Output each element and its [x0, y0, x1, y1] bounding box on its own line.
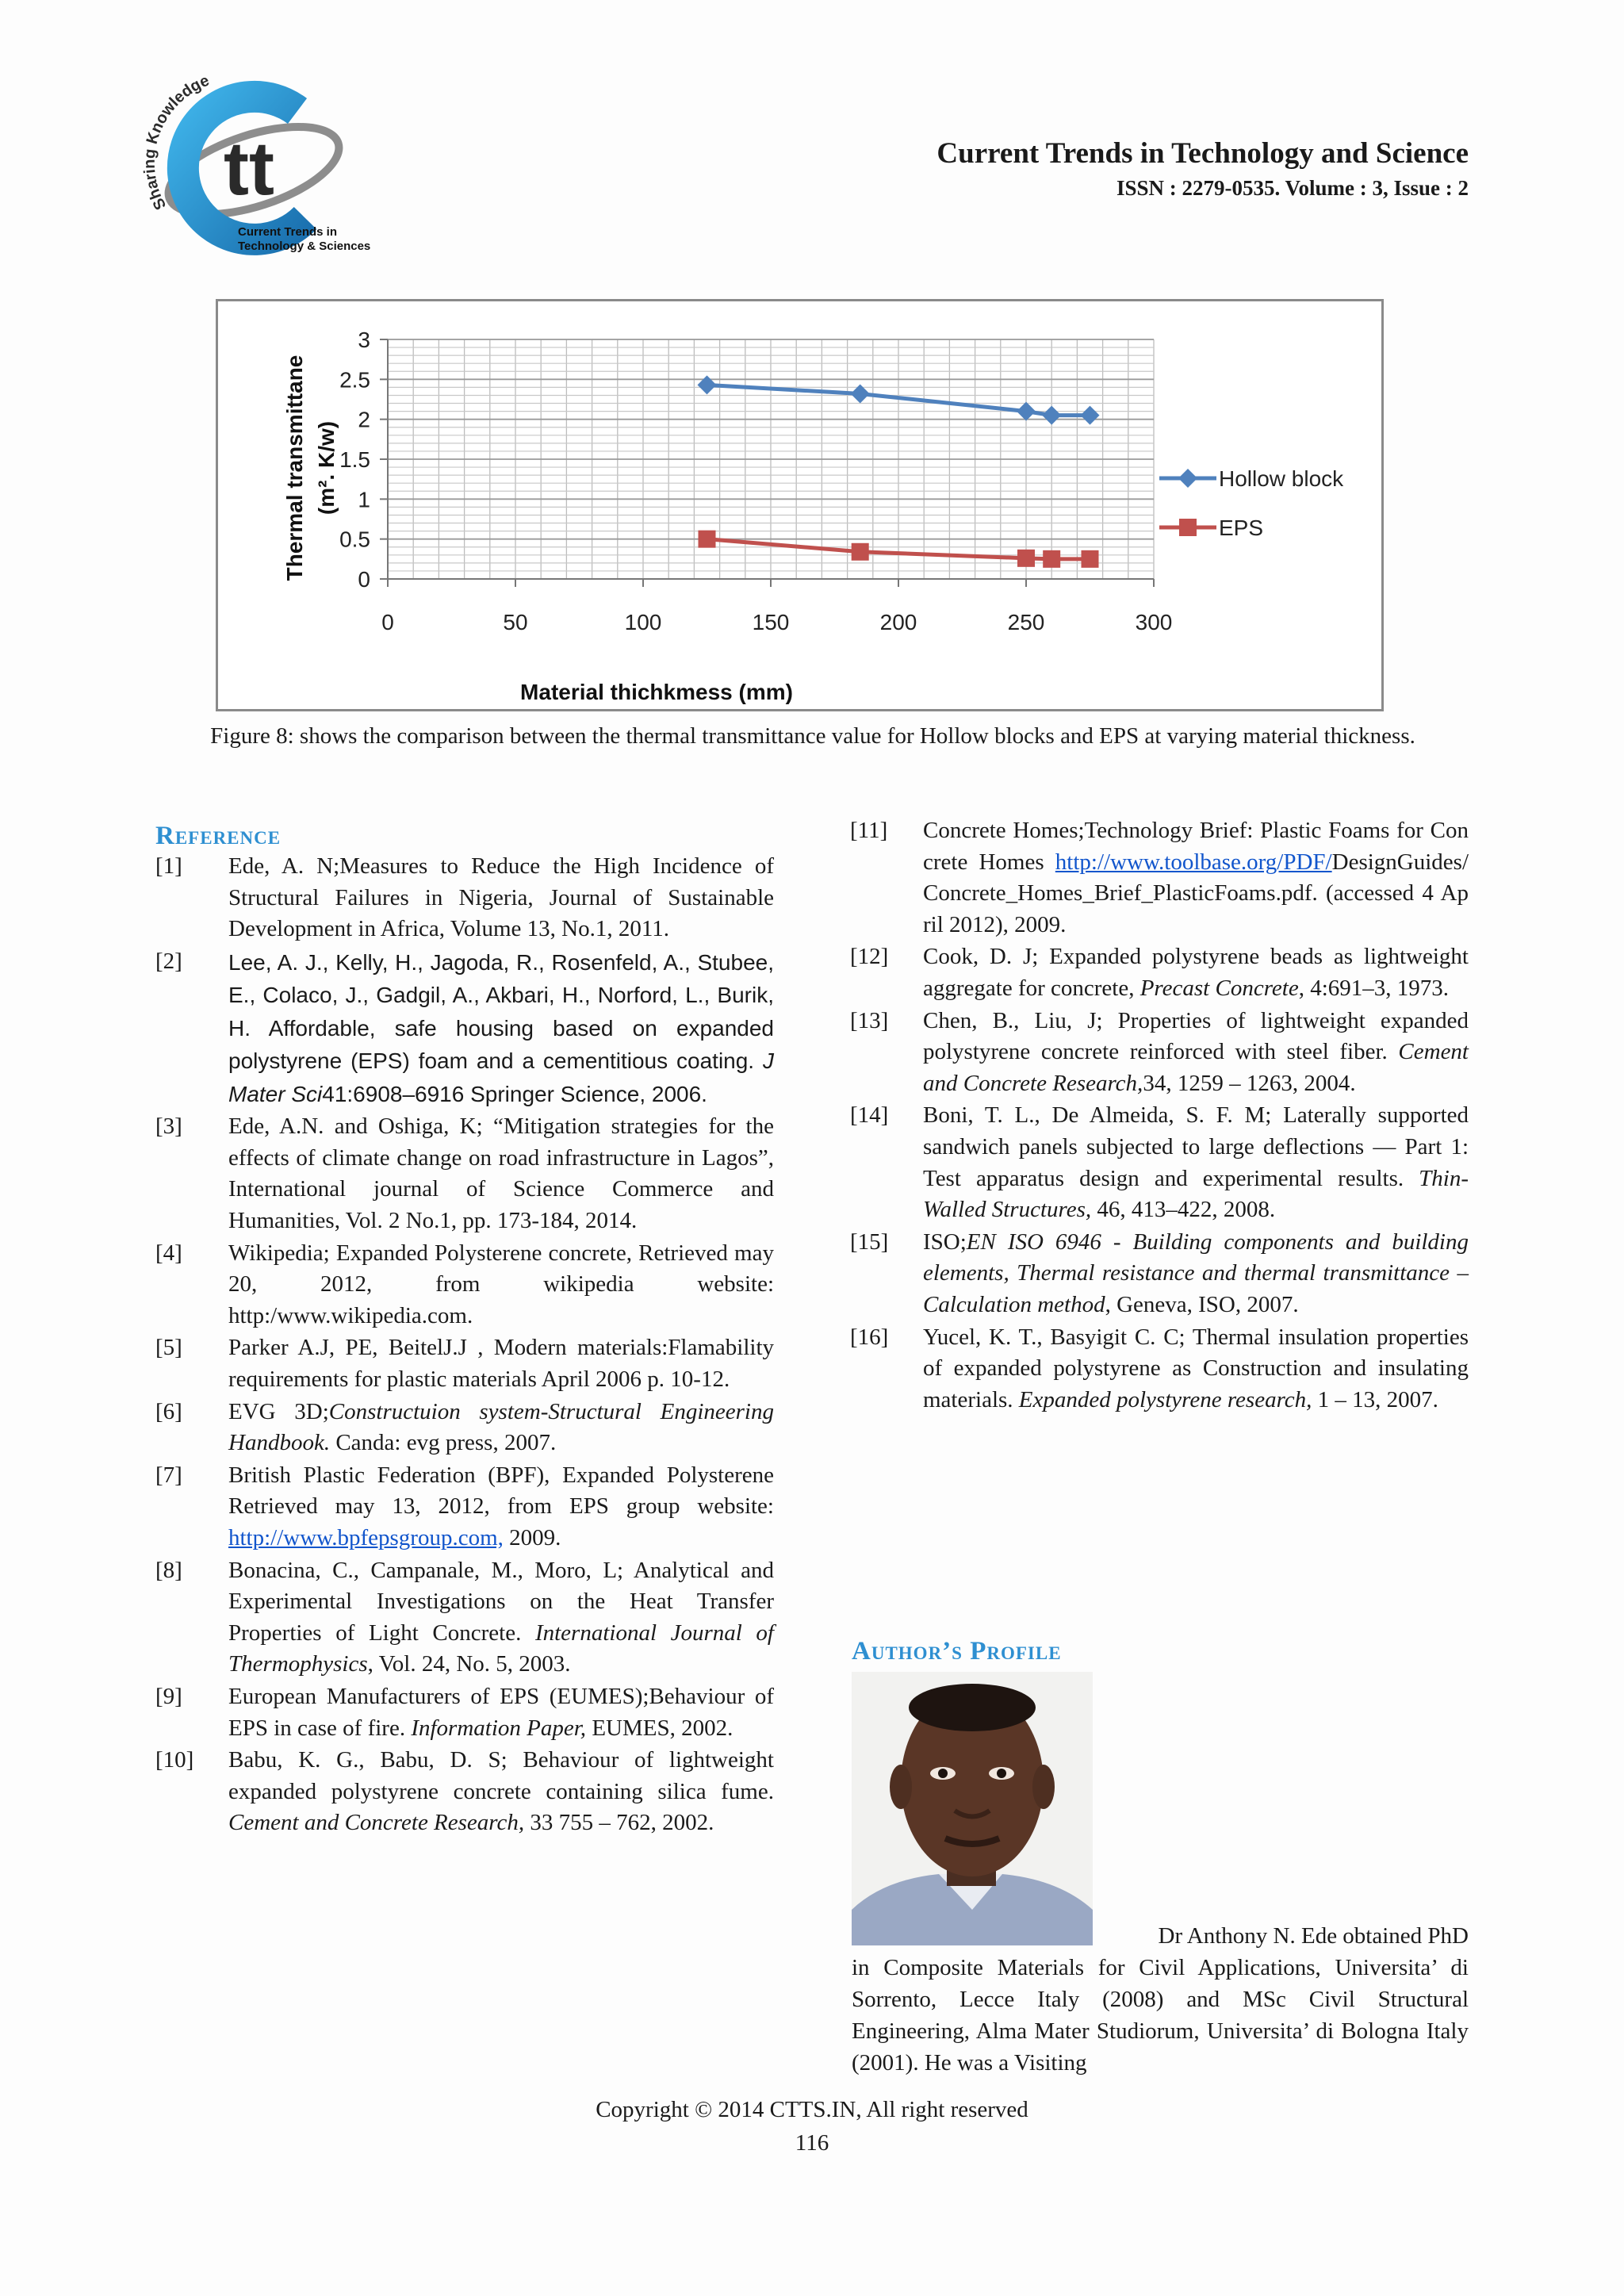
reference-text-tail: DesignGuides/Concrete_Homes_Brief_PlasticFoams.pdf. (accessed 4 April 2012), 2009. — [923, 849, 1469, 937]
reference-number: [4] — [155, 1240, 182, 1266]
reference-text: Wikipedia; Expanded Polysterene concrete, Retrieved may 20, 2012, from wikipedia website: http:/www.wikipedia.com. — [228, 1240, 774, 1328]
reference-number: [10] — [155, 1747, 194, 1773]
copyright-notice: Copyright © 2014 CTTS.IN, All right reserved — [596, 2097, 1028, 2122]
reference-journal: Precast Concrete — [1139, 975, 1299, 1001]
logo-caption-line1: Current Trends in — [238, 225, 338, 239]
y-tick-label: 0.5 — [339, 527, 370, 552]
reference-journal: Cement and Concrete Research, — [228, 1810, 525, 1836]
page-number: 116 — [795, 2130, 829, 2156]
reference-journal: Thin-Walled Structures, — [923, 1165, 1469, 1223]
reference-text: Bonacina, C., Campanale, M., Moro, L; Analytical and Experimental Investigations on the Heat Transfer Properties of Light Concrete. — [228, 1557, 774, 1646]
reference-text-tail: 1 – 13, 2007. — [1312, 1386, 1438, 1412]
reference-text: Lee, A. J., Kelly, H., Jagoda, R., Rosenfeld, A., Stubee, E., Colaco, J., Gadgil, A., Akbari, H., Norford, L., Burik, H. Affordable, safe housing based on expanded polystyrene (EPS) foam and a cementitious coating. — [228, 949, 774, 1074]
chart-frame — [216, 299, 1384, 711]
reference-number: [11] — [850, 818, 888, 843]
reference-item — [155, 851, 774, 945]
reference-text-tail: 2009. — [503, 1525, 561, 1550]
reference-number: [5] — [155, 1335, 182, 1361]
reference-journal: Expanded polystyrene research, — [1018, 1386, 1312, 1412]
hollow-block-data-point — [1081, 406, 1100, 425]
reference-text: European Manufacturers of EPS (EUMES);Behaviour of EPS in case of fire. — [228, 1683, 774, 1741]
journal-title: Current Trends in Technology and Science — [936, 137, 1469, 170]
reference-item — [155, 1745, 774, 1839]
reference-journal: EN ISO 6946 - Building components and building elements, Thermal resistance and thermal transmittance – Calculation method — [923, 1228, 1469, 1317]
reference-number: [14] — [850, 1102, 889, 1129]
author-bio: in Composite Materials for Civil Applications, Universita’ di Sorrento, Lecce Italy (2008) and MSc Civil Structural Engineering, Alma Mater Studiorum, Universita’ di Bologna Italy (2001). He was a Visiting — [852, 1955, 1469, 2076]
reference-journal: Constructuion system-Structural Engineering Handbook. — [228, 1398, 774, 1456]
hollow-block-legend-marker — [1178, 469, 1197, 488]
reference-number: [2] — [155, 948, 182, 974]
reference-number: [8] — [155, 1557, 182, 1583]
reference-text-tail: EUMES, 2002. — [586, 1715, 733, 1741]
reference-text: Boni, T. L., De Almeida, S. F. M; Laterally supported sandwich panels subjected to large deflections — Part 1: Test apparatus design and experimental results. — [923, 1102, 1469, 1191]
eps-legend-label: EPS — [1219, 516, 1264, 540]
x-tick-label: 100 — [624, 610, 662, 634]
reference-text-tail: , 4:691–3, 1973. — [1298, 975, 1450, 1001]
reference-text-tail: Canda: evg press, 2007. — [330, 1430, 557, 1456]
reference-text-tail: , Vol. 24, No. 5, 2003. — [367, 1651, 571, 1677]
reference-number: [3] — [155, 1114, 182, 1140]
reference-number: [6] — [155, 1398, 182, 1424]
thermal-transmittance-chart — [218, 301, 1381, 709]
eps-legend-marker — [1179, 519, 1197, 536]
reference-number: [13] — [850, 1007, 889, 1033]
reference-item — [850, 815, 1469, 941]
y-axis-label-line1: Thermal transmittane — [282, 355, 307, 581]
logo-caption-line2: Technology & Sciences — [238, 240, 371, 253]
reference-item — [850, 1006, 1469, 1100]
y-tick-label: 1 — [358, 487, 370, 512]
reference-text-tail: 33 755 – 762, 2002. — [524, 1810, 714, 1836]
reference-text: Cook, D. J; Expanded polystyrene beads as lightweight aggregate for concrete, — [923, 944, 1469, 1001]
author-photo — [852, 1672, 1093, 1945]
reference-text: Ede, A. N;Measures to Reduce the High Incidence of Structural Failures in Nigeria, Journal of Sustainable Development in Africa, Volume 13, No.1, 2011. — [228, 853, 774, 942]
reference-journal: Information Paper, — [411, 1715, 587, 1741]
hollow-block-legend-label: Hollow block — [1219, 466, 1344, 491]
reference-number: [12] — [850, 944, 889, 970]
toolbase-link[interactable]: http://www.toolbase.org/PDF/ — [1055, 849, 1332, 875]
author-bio-first-line: Dr Anthony N. Ede obtained PhD — [1158, 1923, 1469, 1949]
hollow-block-data-point — [1017, 402, 1036, 421]
eps-data-point — [1082, 550, 1099, 568]
reference-heading: Reference — [155, 822, 282, 850]
y-tick-label: 0 — [358, 567, 370, 592]
reference-text-tail: 46, 413–422, 2008. — [1091, 1197, 1276, 1223]
x-tick-label: 250 — [1007, 610, 1045, 634]
reference-number: [7] — [155, 1462, 182, 1488]
reference-text: Ede, A.N. and Oshiga, K; “Mitigation strategies for the effects of climate change on road infrastructure in Lagos”, International journal of Science Commerce and Humanities, Vol. 2 No.1, pp. 173-184, 2014. — [228, 1114, 774, 1234]
y-tick-label: 1.5 — [339, 447, 370, 472]
y-axis-label-line2: (m². K/w) — [314, 420, 339, 516]
reference-item — [155, 1332, 774, 1395]
x-tick-label: 0 — [381, 610, 394, 634]
eps-data-point — [699, 531, 716, 548]
journal-issn: ISSN : 2279-0535. Volume : 3, Issue : 2 — [1116, 176, 1469, 200]
reference-text: Parker A.J, PE, BeitelJ.J , Modern materials:Flamability requirements for plastic materials April 2006 p. 10-12. — [228, 1335, 774, 1393]
eps-data-point — [1017, 550, 1035, 567]
reference-item — [850, 1322, 1469, 1416]
reference-item — [155, 1555, 774, 1681]
x-tick-label: 50 — [503, 610, 528, 634]
reference-text: ISO; — [923, 1228, 967, 1255]
reference-text: British Plastic Federation (BPF), Expanded Polysterene Retrieved may 13, 2012, from EPS group website: — [228, 1462, 774, 1520]
reference-item — [155, 1111, 774, 1236]
reference-text: Babu, K. G., Babu, D. S; Behaviour of lightweight expanded polystyrene concrete containing silica fume. — [228, 1747, 774, 1804]
reference-text-tail: 41:6908–6916 Springer Science, 2006. — [322, 1081, 707, 1106]
reference-item — [850, 941, 1469, 1004]
reference-item — [155, 946, 774, 1111]
reference-number: [16] — [850, 1324, 889, 1350]
reference-item — [155, 1460, 774, 1554]
reference-text: Chen, B., Liu, J; Properties of lightweight expanded polystyrene concrete reinforced with steel fiber. — [923, 1007, 1469, 1065]
reference-text: Yucel, K. T., Basyigit C. C; Thermal insulation properties of expanded polystyrene as Construction and insulating materials. — [923, 1324, 1469, 1412]
hollow-block-data-point — [698, 375, 717, 394]
x-tick-label: 300 — [1135, 610, 1173, 634]
hollow-block-data-point — [1042, 406, 1061, 425]
eps-data-point — [1043, 550, 1060, 568]
reference-item — [155, 1397, 774, 1459]
reference-item — [850, 1100, 1469, 1225]
reference-item — [155, 1681, 774, 1744]
reference-text: EVG 3D; — [228, 1398, 329, 1424]
x-tick-label: 150 — [752, 610, 790, 634]
y-tick-label: 2 — [358, 407, 370, 432]
eps-data-point — [852, 543, 869, 561]
reference-number: [15] — [850, 1228, 889, 1255]
journal-logo — [135, 67, 404, 266]
reference-journal: International Journal of Thermophysics — [228, 1619, 774, 1677]
bpf-eps-link[interactable]: http://www.bpfepsgroup.com, — [228, 1525, 504, 1550]
reference-journal: J Mater Sci — [228, 1048, 774, 1106]
x-tick-label: 200 — [879, 610, 917, 634]
reference-number: [1] — [155, 853, 182, 879]
x-axis-label: Material thichkmess (mm) — [520, 680, 793, 704]
reference-item — [155, 1238, 774, 1332]
reference-text-tail: 34, 1259 – 1263, 2004. — [1143, 1070, 1356, 1096]
author-profile-heading: Author’s Profile — [852, 1637, 1062, 1665]
reference-item — [850, 1227, 1469, 1321]
figure-caption: Figure 8: shows the comparison between the thermal transmittance value for Hollow blocks and EPS at varying material thickness. — [210, 723, 1415, 749]
reference-text-tail: , Geneva, ISO, 2007. — [1105, 1291, 1299, 1317]
reference-journal: Cement and Concrete Research, — [923, 1039, 1469, 1096]
logo-arc-text: Sharing Knowledge — [140, 71, 213, 213]
y-tick-label: 3 — [358, 328, 370, 352]
reference-text: Concrete Homes;Technology Brief: Plastic Foams for Concrete Homes — [923, 818, 1469, 875]
y-tick-label: 2.5 — [339, 367, 370, 393]
logo-mark: tt — [224, 126, 274, 211]
reference-number: [9] — [155, 1683, 182, 1709]
